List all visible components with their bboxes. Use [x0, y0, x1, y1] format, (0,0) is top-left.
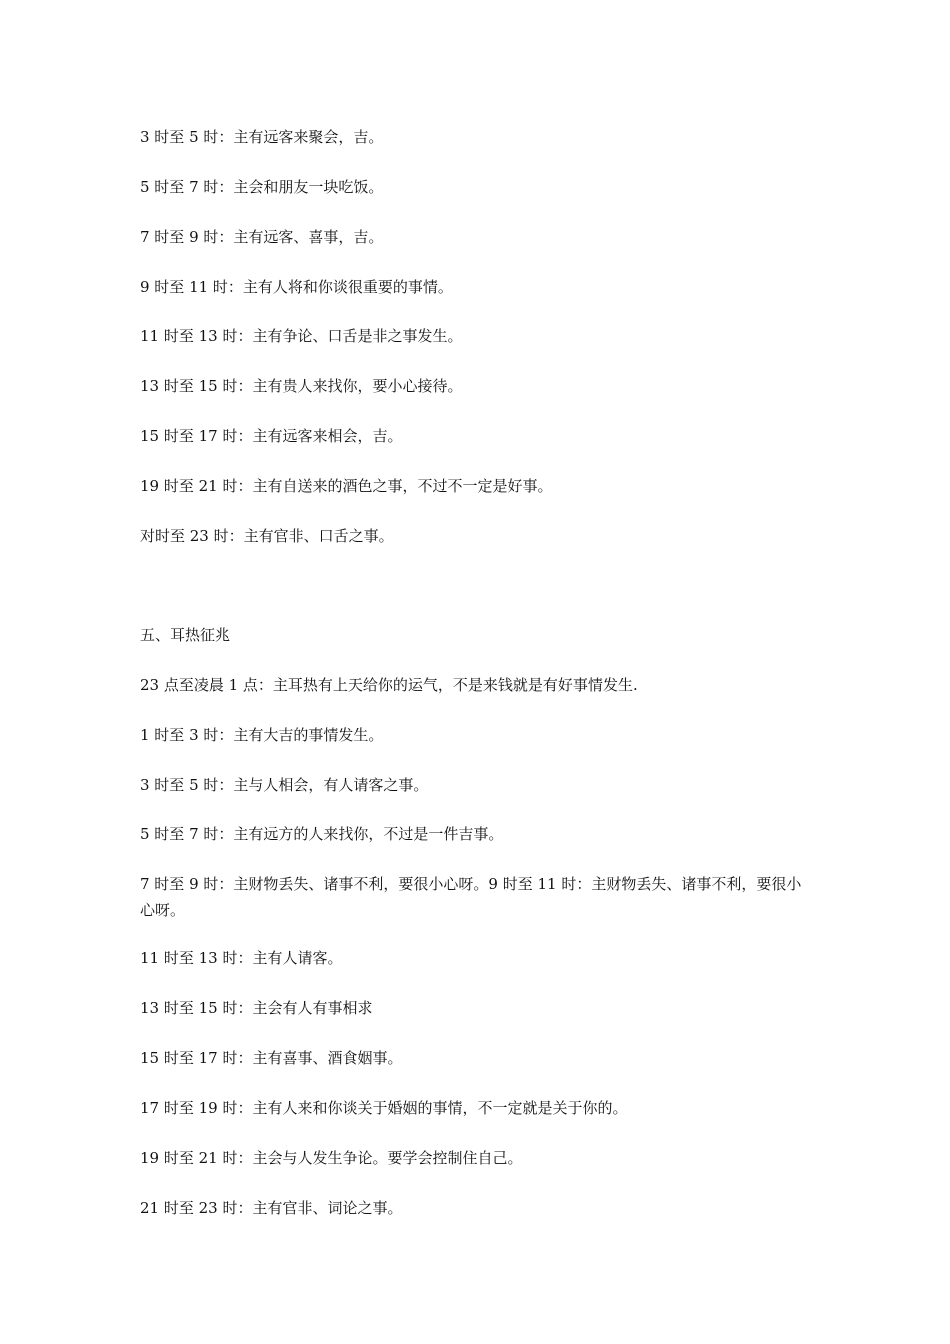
section-b-line-8: 15 时至 17 时：主有喜事、酒食姻事。: [140, 1049, 403, 1067]
section-a-line-6: 13 时至 15 时：主有贵人来找你，要小心接待。: [140, 377, 463, 395]
section-a-line-5: 11 时至 13 时：主有争论、口舌是非之事发生。: [140, 327, 463, 345]
section-a-line-1: 3 时至 5 时：主有远客来聚会，吉。: [140, 128, 384, 146]
section-b-line-10: 19 时至 21 时：主会与人发生争论。要学会控制住自己。: [140, 1149, 523, 1167]
section-b-line-1: 23 点至凌晨 1 点：主耳热有上天给你的运气，不是来钱就是有好事情发生.: [140, 676, 638, 694]
section-b-line-11: 21 时至 23 时：主有官非、词论之事。: [140, 1199, 403, 1217]
section-a-line-4: 9 时至 11 时：主有人将和你谈很重要的事情。: [140, 278, 453, 296]
section-heading: 五、耳热征兆: [140, 626, 231, 644]
section-b-line-2: 1 时至 3 时：主有大吉的事情发生。: [140, 726, 384, 744]
section-b-line-5: 7 时至 9 时：主财物丢失、诸事不利，要很小心呀。9 时至 11 时：主财物丢失、诸事不利，要很小心呀。: [140, 875, 802, 919]
section-b-line-9: 17 时至 19 时：主有人来和你谈关于婚姻的事情，不一定就是关于你的。: [140, 1099, 628, 1117]
section-b-line-4: 5 时至 7 时：主有远方的人来找你，不过是一件吉事。: [140, 825, 504, 843]
section-b-line-7: 13 时至 15 时：主会有人有事相求: [140, 999, 373, 1017]
section-b-line-3: 3 时至 5 时：主与人相会，有人请客之事。: [140, 776, 429, 794]
section-b-line-6: 11 时至 13 时：主有人请客。: [140, 949, 343, 967]
section-a-line-8: 19 时至 21 时：主有自送来的酒色之事，不过不一定是好事。: [140, 477, 553, 495]
section-a-line-3: 7 时至 9 时：主有远客、喜事，吉。: [140, 228, 384, 246]
section-a-line-2: 5 时至 7 时：主会和朋友一块吃饭。: [140, 178, 384, 196]
section-a-line-9: 对时至 23 时：主有官非、口舌之事。: [140, 527, 394, 545]
section-a-line-7: 15 时至 17 时：主有远客来相会，吉。: [140, 427, 403, 445]
